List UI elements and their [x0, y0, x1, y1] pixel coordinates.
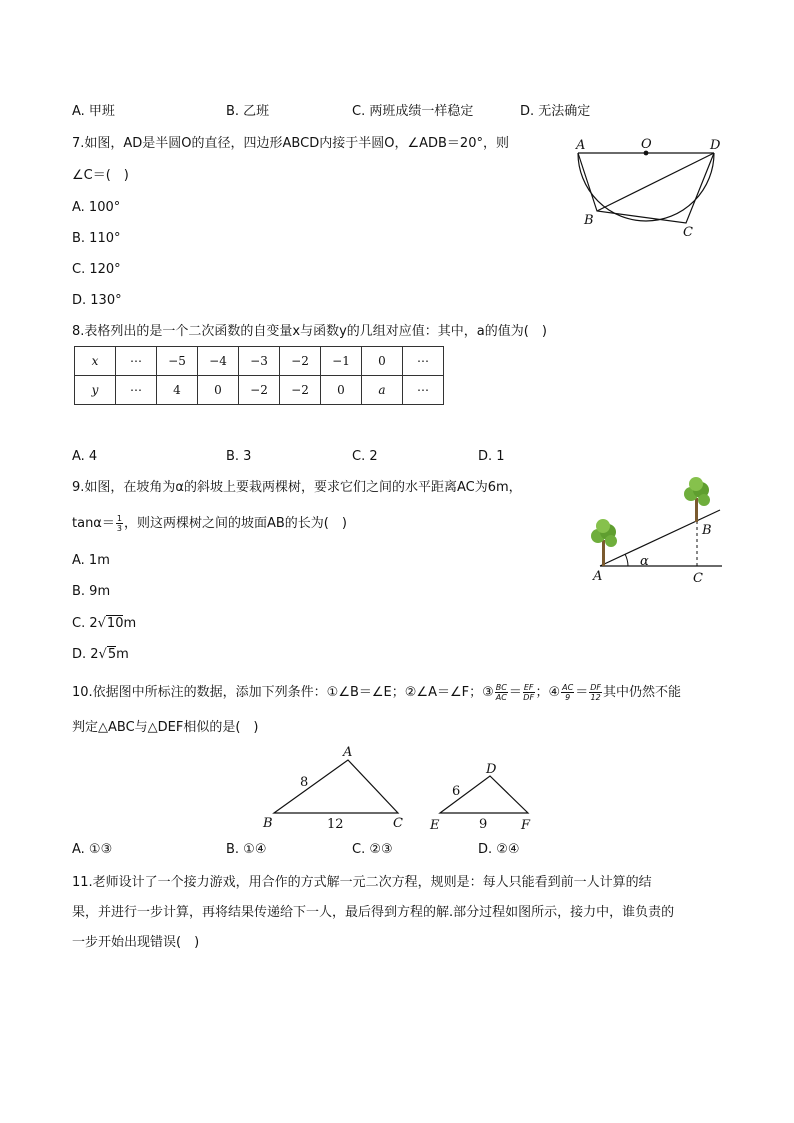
q9-slope-line [600, 510, 720, 566]
q8-cell: ⋯ [403, 376, 444, 405]
q7-label-b: B [584, 213, 594, 228]
q9-tree-left [591, 519, 617, 566]
q8-cell: −2 [280, 376, 321, 405]
q11-stem-line1: 11.老师设计了一个接力游戏，用合作的方式解一元二次方程，规则是：每人只能看到前一人计算的结 [72, 875, 652, 890]
q9-tan-fraction: $\frac{1}{3}$ [116, 514, 122, 533]
q11-stem-line3: 一步开始出现错误( ) [72, 935, 200, 950]
q10-option-a: A. ①③ [72, 842, 113, 857]
q10-triangle-abc [274, 760, 398, 813]
q10-label-d: D [486, 762, 497, 777]
q7-semicircle-figure [570, 136, 730, 242]
q10-side-ef: 9 [479, 817, 488, 832]
q9-stem-line1: 9.如图，在坡角为α的斜坡上要栽两棵树，要求它们之间的水平距离AC为6m， [72, 480, 522, 495]
q9-label-alpha: α [640, 554, 649, 569]
q7-diagonal-bd [597, 153, 714, 211]
q6-option-d: D. 无法确定 [520, 104, 591, 119]
q9-slope-figure [588, 476, 724, 588]
q9-label-a: A [593, 569, 603, 584]
q6-option-a: A. 甲班 [72, 104, 115, 119]
q10-label-a: A [343, 745, 353, 760]
q10-stem-line2: 判定△ABC与△DEF相似的是( ) [72, 720, 259, 735]
q10-label-f: F [521, 818, 531, 833]
q10-label-e: E [430, 818, 440, 833]
q7-option-a: A. 100° [72, 200, 121, 215]
q8-table-row-y [75, 376, 444, 405]
q8-cell: 0 [198, 376, 239, 405]
q9-angle-arc [625, 554, 628, 566]
q7-stem-line2: ∠C＝( ) [72, 168, 129, 183]
q8-cell: −2 [280, 347, 321, 376]
q8-stem: 8.表格列出的是一个二次函数的自变量x与函数y的几组对应值：其中，a的值为( ) [72, 324, 547, 339]
q8-cell: 0 [362, 347, 403, 376]
q8-cell: 4 [157, 376, 198, 405]
q8-cell: ⋯ [116, 376, 157, 405]
q8-cell: ⋯ [403, 347, 444, 376]
q8-cell: −4 [198, 347, 239, 376]
q8-cell: ⋯ [116, 347, 157, 376]
q6-option-c: C. 两班成绩一样稳定 [352, 104, 474, 119]
q8-cell: −3 [239, 347, 280, 376]
q8-option-a: A. 4 [72, 449, 98, 464]
q9-stem-suffix: ，则这两棵树之间的坡面AB的长为( ) [123, 516, 347, 531]
q8-cell: −1 [321, 347, 362, 376]
q8-cell: x [75, 347, 116, 376]
q10-stem-line1: 10.依据图中所标注的数据，添加下列条件：①∠B＝∠E；②∠A＝∠F；③ $\frac{BC}{AC}$ ＝ $\frac{EF}{DF}$ ；④ $\frac{AC}{9}$ ＝ $\frac{DF}{12}$ 其中仍然不能 [72, 683, 682, 702]
q7-label-o: O [641, 137, 652, 152]
q8-cell: −5 [157, 347, 198, 376]
q9-label-c: C [693, 571, 703, 586]
q10-triangles-figure [250, 738, 550, 838]
q9-option-a: A. 1m [72, 553, 110, 568]
q8-cell: a [362, 376, 403, 405]
q6-option-b: B. 乙班 [226, 104, 270, 119]
q8-option-b: B. 3 [226, 449, 252, 464]
q7-option-c: C. 120° [72, 262, 121, 277]
q10-option-b: B. ①④ [226, 842, 267, 857]
q8-option-c: C. 2 [352, 449, 378, 464]
q10-label-c: C [393, 816, 403, 831]
q8-cell: y [75, 376, 116, 405]
q8-option-d: D. 1 [478, 449, 505, 464]
q10-side-bc: 12 [327, 817, 344, 832]
q9-tan-prefix: tanα＝ [72, 516, 115, 531]
q9-label-b: B [702, 523, 712, 538]
q7-label-a: A [576, 138, 586, 153]
q9-tree-right [684, 477, 710, 522]
q10-label-b: B [263, 816, 273, 831]
q10-option-d: D. ②④ [478, 842, 520, 857]
q9-option-d: D. 2√5m [72, 647, 129, 662]
q7-label-d: D [710, 138, 721, 153]
q8-table-row-x [75, 347, 444, 376]
q8-cell: −2 [239, 376, 280, 405]
q10-side-de: 6 [452, 784, 461, 799]
q7-option-d: D. 130° [72, 293, 122, 308]
q9-option-b: B. 9m [72, 584, 111, 599]
q8-cell: 0 [321, 376, 362, 405]
q7-label-c: C [683, 225, 693, 240]
q7-option-b: B. 110° [72, 231, 121, 246]
q10-option-c: C. ②③ [352, 842, 393, 857]
q9-stem-line2 [72, 514, 347, 533]
q10-side-ab: 8 [300, 775, 309, 790]
q8-value-table [74, 346, 444, 405]
q9-option-c: C. 2√10m [72, 616, 137, 631]
q7-stem-line1: 7.如图，AD是半圆O的直径，四边形ABCD内接于半圆O，∠ADB＝20°，则 [72, 136, 509, 151]
q11-stem-line2: 果，并进行一步计算，再将结果传递给下一人，最后得到方程的解.部分过程如图所示，接力中，谁负责的 [72, 905, 675, 920]
